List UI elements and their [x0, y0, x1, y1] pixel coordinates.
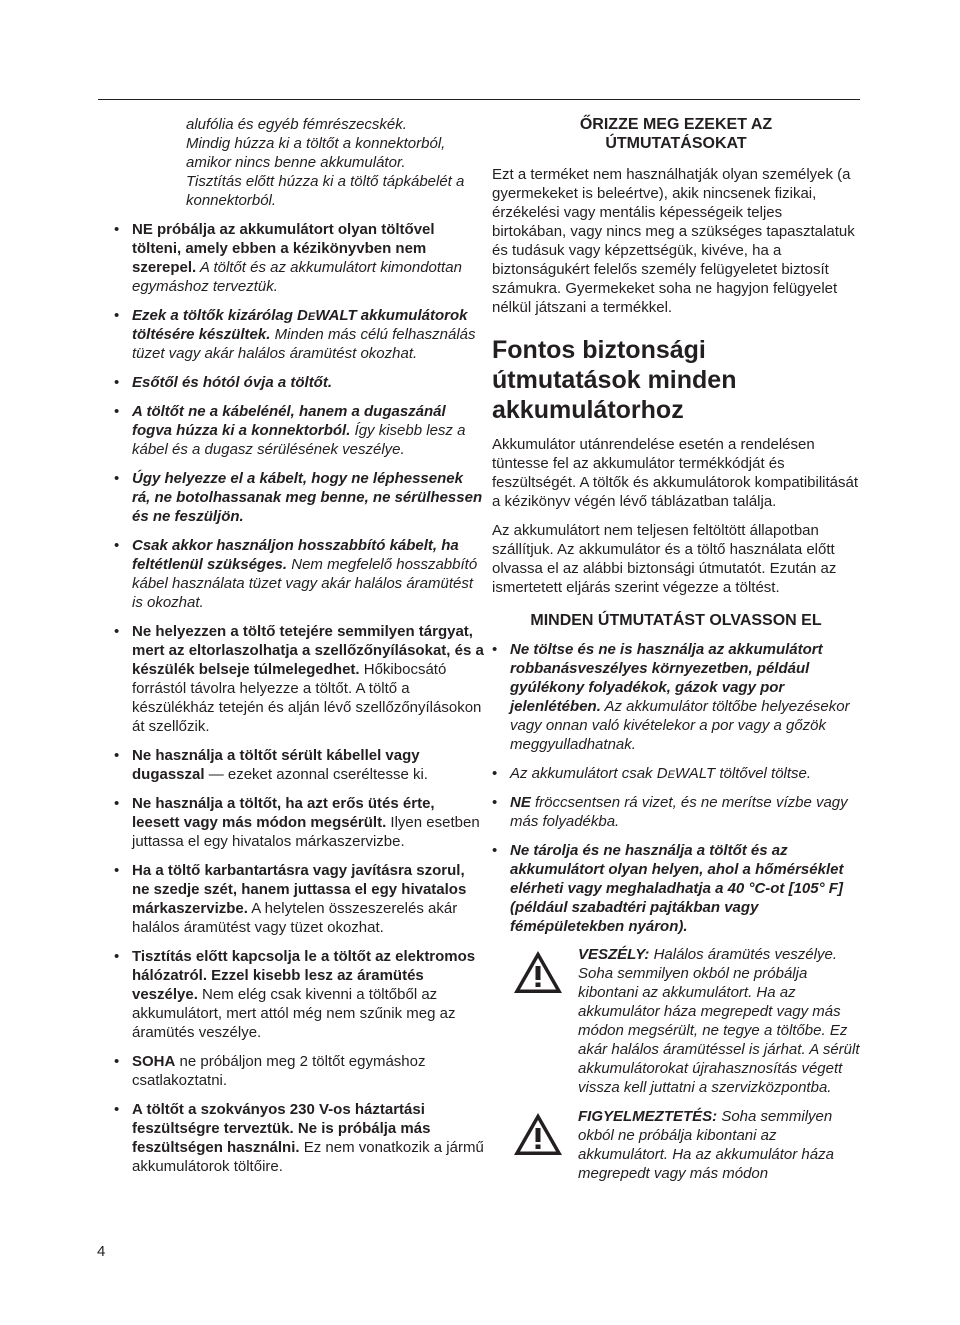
left-column	[114, 115, 484, 1176]
list-item: • Ezek a töltők kizárólag DeWALT akkumulátorok töltésére készültek. Minden más célú felhasználás tüzet vagy akár halálos áramütést okozhat.	[114, 307, 476, 362]
list-item: • Az akkumulátort csak DeWALT töltővel töltse.	[492, 765, 812, 782]
section-title: Fontos biztonsági útmutatások minden akkumulátorhoz	[492, 336, 737, 424]
bullet-icon: •	[492, 794, 498, 811]
bullet-icon: •	[492, 842, 498, 859]
left-safety-list	[114, 220, 484, 1176]
continuation-line: alufólia és egyéb fémrészecskék.	[186, 116, 407, 133]
warning-notice: FIGYELMEZTETÉS: Soha semmilyen okból ne próbálja kibontani az akkumulátort. Ha az akkumulátor háza megrepedt vagy más módon	[492, 1107, 860, 1183]
list-item: • SOHA ne próbáljon meg 2 töltőt egymáshoz csatlakoztatni.	[114, 1053, 426, 1089]
list-item: • Ne tárolja és ne használja a töltőt és az akkumulátort olyan helyen, ahol a hőmérséklet elérheti vagy meghaladhatja a 40 °C-ot [105° F] (például szabadtéri pajtákban vagy fémépületekben nyáron).	[492, 842, 844, 935]
list-item: • Ne töltse és ne is használja az akkumulátort robbanásveszélyes környezetben, például gyúlékony folyadékok, gázok vagy por jelenlétében. Az akkumulátor töltőbe helyezésekor vagy onnan való kivételekor a por vagy a gőzök meggyulladhatnak.	[492, 641, 850, 753]
bullet-icon: •	[114, 747, 120, 764]
list-item: • Esőtől és hótól óvja a töltőt.	[114, 374, 333, 391]
list-item: • Ha a töltő karbantartásra vagy javításra szorul, ne szedje szét, hanem juttassa el egy hivatalos márkaszervizbe. A helytelen összeszerelés akár halálos áramütést vagy tüzet okozhat.	[114, 862, 467, 936]
warning-triangle-icon	[512, 949, 564, 995]
list-item: • A töltőt ne a kábelénél, hanem a dugaszánál fogva húzza ki a konnektorból. Így kisebb lesz a kábel és a dugasz sérülésének veszélye.	[114, 403, 466, 458]
bullet-icon: •	[114, 403, 120, 420]
right-column	[492, 115, 860, 1183]
keep-instructions-heading: ŐRIZZE MEG EZEKET AZ ÚTMUTATÁSOKAT	[579, 116, 773, 152]
bullet-icon: •	[114, 948, 120, 965]
bullet-icon: •	[114, 795, 120, 812]
continuation-text	[186, 115, 486, 210]
header-rule	[98, 99, 860, 100]
warning-triangle-icon	[512, 1111, 564, 1157]
list-item: • Ne helyezzen a töltő tetejére semmilyen tárgyat, mert az eltorlaszolhatja a szellőzőnyílásokat, és a készülék belseje túlmelegedhet. Hőkibocsátó forrástól távolra helyezze a töltőt. A töltő a készülékház tetején és alján lévő szellőzőnyílásokon át szellőzik.	[114, 623, 484, 735]
bullet-icon: •	[114, 221, 120, 238]
right-safety-list	[492, 640, 860, 936]
bullet-icon: •	[114, 1101, 120, 1118]
bullet-icon: •	[114, 470, 120, 487]
bullet-icon: •	[114, 623, 120, 640]
list-item: • NE próbálja az akkumulátort olyan töltővel tölteni, amely ebben a kézikönyvben nem szerepel. A töltőt és az akkumulátort kimondottan egymáshoz terveztük.	[114, 221, 462, 295]
list-item: • Úgy helyezze el a kábelt, hogy ne léphessenek rá, ne botolhassanak meg benne, ne sérülhessen és ne feszüljön.	[114, 470, 483, 525]
bullet-icon: •	[114, 307, 120, 324]
continuation-line: Tisztítás előtt húzza ki a töltő tápkábelét a konnektorból.	[186, 173, 465, 209]
bullet-icon: •	[114, 374, 120, 391]
keep-instructions-text: Ezt a terméket nem használhatják olyan személyek (a gyermekeket is beleértve), akik nincsenek fizikai, érzékelési vagy mentális képességeik teljes birtokában, vagy nincs meg a szükséges tapasztalatuk és tudásuk vagy képzettségük, kivéve, ha a biztonságukért felelős személy felügyeletet biztosít számukra. Gyermekeket soha ne hagyjon felügyelet nélkül játszani a termékkel.	[492, 166, 855, 316]
list-item: • Tisztítás előtt kapcsolja le a töltőt az elektromos hálózatról. Ezzel kisebb lesz az áramütés veszélye. Nem elég csak kivenni a töltőből az akkumulátort, mert attól még nem szűnik meg az áramütés veszélye.	[114, 948, 476, 1041]
list-item: • Ne használja a töltőt sérült kábellel vagy dugasszal — ezeket azonnal cseréltesse ki.	[114, 747, 428, 783]
list-item: • Csak akkor használjon hosszabbító kábelt, ha feltétlenül szükséges. Nem megfelelő hosszabbító kábel használata tüzet vagy akár halálos áramütést is okozhat.	[114, 537, 478, 611]
list-item: • NE fröccsentsen rá vizet, és ne merítse vízbe vagy más folyadékba.	[492, 794, 848, 830]
bullet-icon: •	[114, 537, 120, 554]
list-item: • A töltőt a szokványos 230 V-os háztartási feszültségre terveztük. Ne is próbálja más feszültségen használni. Ez nem vonatkozik a jármű akkumulátorok töltőire.	[114, 1101, 484, 1175]
bullet-icon: •	[492, 765, 498, 782]
danger-notice: VESZÉLY: Halálos áramütés veszélye. Soha semmilyen okból ne próbálja kibontani az akkumulátort. Ha az akkumulátor háza megrepedt vagy más módon megsérült, ne tegye a töltőbe. Ez akár halálos áramütéssel is járhat. A sérült akkumulátorokat újrahasznosítás végett vissza kell juttatni a szervizközpontba.	[492, 945, 860, 1097]
list-item: • Ne használja a töltőt, ha azt erős ütés érte, leesett vagy más módon megsérült. Ilyen esetben juttassa el egy hivatalos márkaszervizbe.	[114, 795, 480, 850]
page-number: 4	[97, 1243, 106, 1260]
paragraph: Akkumulátor utánrendelése esetén a rendelésen tüntesse fel az akkumulátor termékkódját és feszültségét. A töltők és akkumulátorok kompatibilitását a kézikönyv végén lévő táblázatban találja.	[492, 436, 859, 510]
continuation-line: Mindig húzza ki a töltőt a konnektorból, amikor nincs benne akkumulátor.	[186, 135, 446, 171]
bullet-icon: •	[114, 1053, 120, 1070]
paragraph: Az akkumulátort nem teljesen feltöltött állapotban szállítjuk. Az akkumulátor és a töltő használata előtt olvassa el az alábbi biztonsági útmutatót. Ezután az ismertetett eljárás szerint végezze a töltést.	[492, 522, 837, 596]
bullet-icon: •	[492, 641, 498, 658]
read-all-heading: MINDEN ÚTMUTATÁST OLVASSON EL	[530, 612, 822, 629]
bullet-icon: •	[114, 862, 120, 879]
